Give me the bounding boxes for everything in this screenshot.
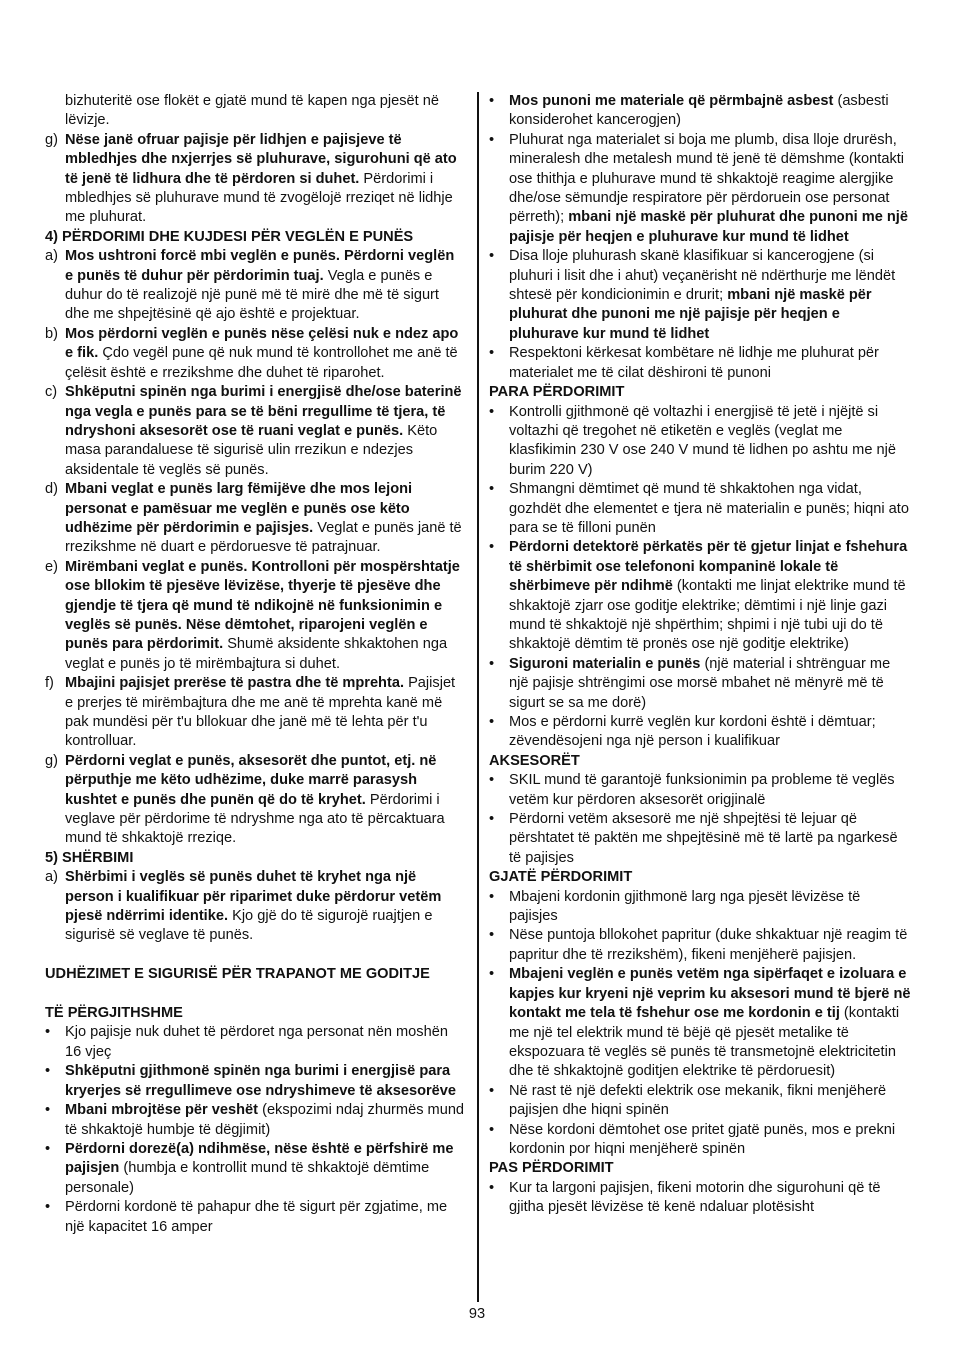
list-item: • Nëse kordoni dëmtohet ose pritet gjatë punës, mos e prekni kordonin por hiqni menjëherë spinën bbox=[489, 1121, 911, 1160]
rule-f4: f) Mbajini pajisjet prerëse të pastra dhe të mprehta. Pajisjet e prerjes të mirëmbajtura dhe me anë të mprehta kanë më pak mundësi për t'u bllokuar dhe janë më të lehta për t'u kontrolluar. bbox=[45, 675, 456, 750]
before-use-list bbox=[489, 403, 911, 752]
dust-bullet-list bbox=[489, 92, 911, 383]
list-item: • Kjo pajisje nuk duhet të përdoret nga personat nën moshën 16 vjeç bbox=[45, 1023, 465, 1062]
during-use-list bbox=[489, 888, 911, 1160]
continued-text: bizhuteritë ose flokët e gjatë mund të kapen nga pjesët në lëvizje. bbox=[65, 93, 440, 129]
bullet: • bbox=[489, 888, 495, 905]
bullet: • bbox=[489, 655, 495, 672]
list-item: • Mbajeni veglën e punës vetëm nga sipërfaqet e izoluara e kapjes kur kryeni një veprim ku aksesori mund të bjerë në kontakt me tela të fshehur ose me kordonin e tij (kontakti me një tel elektrik mund të bëjë që pjesët metalike të ekspozuara të veglës së punës të transmetojnë elektricitetin dhe të shkaktojnë goditjen elektrike të përdoruesit) bbox=[489, 965, 911, 1081]
bullet: • bbox=[489, 927, 495, 944]
list-item: • Shkëputni gjithmonë spinën nga burimi i energjisë para kryerjes së rregullimeve ose ndryshimeve të aksesorëve bbox=[45, 1062, 465, 1101]
list-item: • Mbajeni kordonin gjithmonë larg nga pjesët lëvizëse të pajisjes bbox=[489, 888, 911, 927]
list-item: • Mbani mbrojtëse për veshët (ekspozimi ndaj zhurmës mund të shkaktojë humbje të dëgjimit) bbox=[45, 1101, 465, 1140]
bullet: • bbox=[45, 1199, 51, 1216]
bullet: • bbox=[489, 248, 495, 265]
list-item: • Nëse puntoja bllokohet papritur (duke shkaktuar një reagim të papritur dhe të rrezikshëm), fikeni menjëherë pajisjen. bbox=[489, 926, 911, 965]
list-item: • Siguroni materialin e punës (një material i shtrënguar me një pajisje shtrëngimi ose morsë mbahet në mënyrë më të sigurt se sa me dorë) bbox=[489, 655, 911, 713]
list-item: • Përdorni kordonë të pahapur dhe të sigurt për zgjatime, me një kapacitet 16 amper bbox=[45, 1198, 465, 1237]
rule-e4: e) Mirëmbani veglat e punës. Kontrolloni për mospërshtatje ose bllokim të pjesëve lëvizëse, thyerje të pjesëve dhe gjendje të tjera që mund të ndikojnë në funksionimin e veglës së punës. Nëse dëmtohet, riparojeni veglën e punës para përdorimit. Shumë aksidente shkaktohen nga veglat e punës jo të mirëmbajtura si duhet. bbox=[45, 558, 460, 672]
list-item: • Në rast të një defekti elektrik ose mekanik, fikni menjëherë pajisjen dhe hiqni spinën bbox=[489, 1082, 911, 1121]
after-use-list bbox=[489, 1179, 911, 1218]
bullet: • bbox=[45, 1102, 51, 1119]
bullet: • bbox=[489, 403, 495, 420]
list-item: • Kur ta largoni pajisjen, fikeni motorin dhe sigurohuni që të gjitha pjesët lëvizëse të kenë ndaluar plotësisht bbox=[489, 1179, 911, 1218]
bullet: • bbox=[45, 1140, 51, 1157]
list-item: • Mos e përdorni kurrë veglën kur kordoni është i dëmtuar; zëvendësojeni nga një person i kualifikuar bbox=[489, 713, 911, 752]
bullet: • bbox=[489, 772, 495, 789]
bullet: • bbox=[489, 539, 495, 556]
bullet: • bbox=[489, 93, 495, 109]
list-item: • SKIL mund të garantojë funksionimin pa probleme të veglës vetëm kur përdoren aksesorët origjinalë bbox=[489, 771, 911, 810]
rule-b4: b) Mos përdorni veglën e punës nëse çelësi nuk e ndez apo e fik. Çdo vegël pune që nuk mund të kontrollohet me anë të çelësit është e rrezikshme dhe duhet të riparohet. bbox=[45, 325, 459, 381]
list-item: • Kontrolli gjithmonë që voltazhi i energjisë të jetë i njëjtë si voltazhi që tregohet në etiketën e veglës (veglat me klasfikimin 230 V ose 240 V mund të lidhen po ashtu me një burim 220 V) bbox=[489, 403, 911, 481]
safety-title: UDHËZIMET E SIGURISË PËR TRAPANOT ME GODITJE bbox=[45, 966, 430, 983]
accessories-list bbox=[489, 771, 911, 868]
during-use-heading: GJATË PËRDORIMIT bbox=[489, 869, 633, 886]
rule-g4: g) Përdorni veglat e punës, aksesorët dhe puntot, etj. në përputhje me këto udhëzime, duke marrë parasysh kushtet e punës dhe punën që do të kryhet. Përdorimi i veglave për përdorime të ndryshme nga ato të përcaktuara mund të shkaktojë rreziqe. bbox=[45, 752, 445, 847]
section-4-heading: 4) PËRDORIMI DHE KUJDESI PËR VEGLËN E PUNËS bbox=[45, 228, 414, 245]
rule-c4: c) Shkëputni spinën nga burimi i energjisë dhe/ose baterinë nga vegla e punës para se të bëni rregullime të tjera, të ndryshoni aksesorët ose të ruani veglat e punës. Këto masa parandaluese të sigurisë ulin rrezikun e ndezjes aksidentale të veglës së punës. bbox=[45, 384, 462, 478]
list-item: • Shmangni dëmtimet që mund të shkaktohen nga vidat, gozhdët dhe elementet e tjera në materialin e punës; hiqni ato para se të filloni punën bbox=[489, 480, 911, 538]
bullet: • bbox=[45, 1063, 51, 1080]
bullet: • bbox=[489, 811, 495, 828]
bullet: • bbox=[489, 1082, 495, 1099]
list-item: • Përdorni dorezë(a) ndihmëse, nëse është e përfshirë me pajisjen (humbja e kontrollit mund të shkaktojë dëmtime personale) bbox=[45, 1140, 465, 1198]
accessories-heading: AKSESORËT bbox=[489, 752, 580, 769]
section-5-heading: 5) SHËRBIMI bbox=[45, 849, 134, 866]
bullet: • bbox=[45, 1024, 51, 1041]
list-item: • Respektoni kërkesat kombëtare në lidhje me pluhurat për materialet me të cilat dëshironi të punoni bbox=[489, 344, 911, 383]
before-use-heading: PARA PËRDORIMIT bbox=[489, 384, 625, 401]
bullet: • bbox=[489, 131, 495, 148]
rule-a5: a) Shërbimi i veglës së punës duhet të kryhet nga një person i kualifikuar për riparimet duke përdorur vetëm pjesë ndërrimi identike. Kjo gjë do të sigurojë ruajtjen e sigurisë së veglave të punës. bbox=[45, 869, 442, 944]
rule-g-dust: g) Nëse janë ofruar pajisje për lidhjen e pajisjeve të mbledhjes dhe nxjerrjes së pluhurave, sigurohuni që ato të jenë të lidhura dhe të përdoren si duhet. Përdorimi i mbledhjes së pluhurave mund të zvogëlojë rreziqet në lidhje me pluhurat. bbox=[45, 131, 457, 226]
bullet: • bbox=[489, 345, 495, 362]
right-column bbox=[489, 92, 911, 1218]
bullet: • bbox=[489, 966, 495, 983]
list-item: • Përdorni vetëm aksesorë me një shpejtësi të lejuar që përshtatet të paktën me shpejtësinë më të lartë pa ngarkesë të pajisjes bbox=[489, 810, 911, 868]
general-heading: TË PËRGJITHSHME bbox=[45, 1005, 183, 1022]
bullet: • bbox=[489, 1179, 495, 1196]
after-use-heading: PAS PËRDORIMIT bbox=[489, 1160, 614, 1177]
page-number: 93 bbox=[468, 1306, 486, 1322]
column-divider bbox=[477, 92, 479, 1302]
rule-d4: d) Mbani veglat e punës larg fëmijëve dhe mos lejoni personat e pamësuar me veglën e punës ose këto udhëzime për përdorimin e pajisjes. Veglat e punës janë të rrezikshme në duart e përdoruesve të patrajnuar. bbox=[45, 481, 462, 556]
list-item: • Pluhurat nga materialet si boja me plumb, disa lloje drurësh, mineralesh dhe metalesh mund të jenë të dëmshme (kontakti ose thithja e pluhurave mund të shkaktojë reagime alergjike dhe/ose sëmundje respiratore për përdoruein ose personat përreth); mbani një maskë për pluhurat dhe punoni me një pajisje për heqjen e pluhurave kur mund të lidhet bbox=[489, 131, 911, 247]
bullet: • bbox=[489, 1121, 495, 1138]
list-item: • Disa lloje pluhurash skanë klasifikuar si kancerogjene (si pluhuri i lisit dhe i ahut) veçanërisht në ndërthurje me lëndët shtesë për kondicionimin e drurit; mbani një maskë për pluhurat dhe punoni me një pajisje për heqjen e pluhurave kur mund të lidhet bbox=[489, 247, 911, 344]
general-bullet-list bbox=[45, 1023, 465, 1236]
list-item: • Mos punoni me materiale që përmbajnë asbest (asbesti konsiderohet kancerogjen) bbox=[489, 92, 911, 131]
bullet: • bbox=[489, 481, 495, 498]
rule-a4: a) Mos ushtroni forcë mbi veglën e punës. Përdorni veglën e punës të duhur për përdorimin tuaj. Vegla e punës e duhur do të realizojë një punë më të mirë dhe më të sigurt dhe me shpejtësinë që ajo është e projektuar. bbox=[45, 248, 455, 323]
bullet: • bbox=[489, 714, 495, 730]
list-item: • Përdorni detektorë përkatës për të gjetur linjat e fshehura të shërbimit ose telefononi kompaninë lokale të shërbimeve për ndihmë (kontakti me linjat elektrike mund të shkaktojë zjarr ose goditje elektrike; dëmtimi i një linje gazi mund të shkaktojë një shpërthim; shpimi i një tubi uji do të shkaktojë dëmtim të pronës ose një goditje elektrike) bbox=[489, 538, 911, 654]
left-column bbox=[45, 92, 465, 1237]
